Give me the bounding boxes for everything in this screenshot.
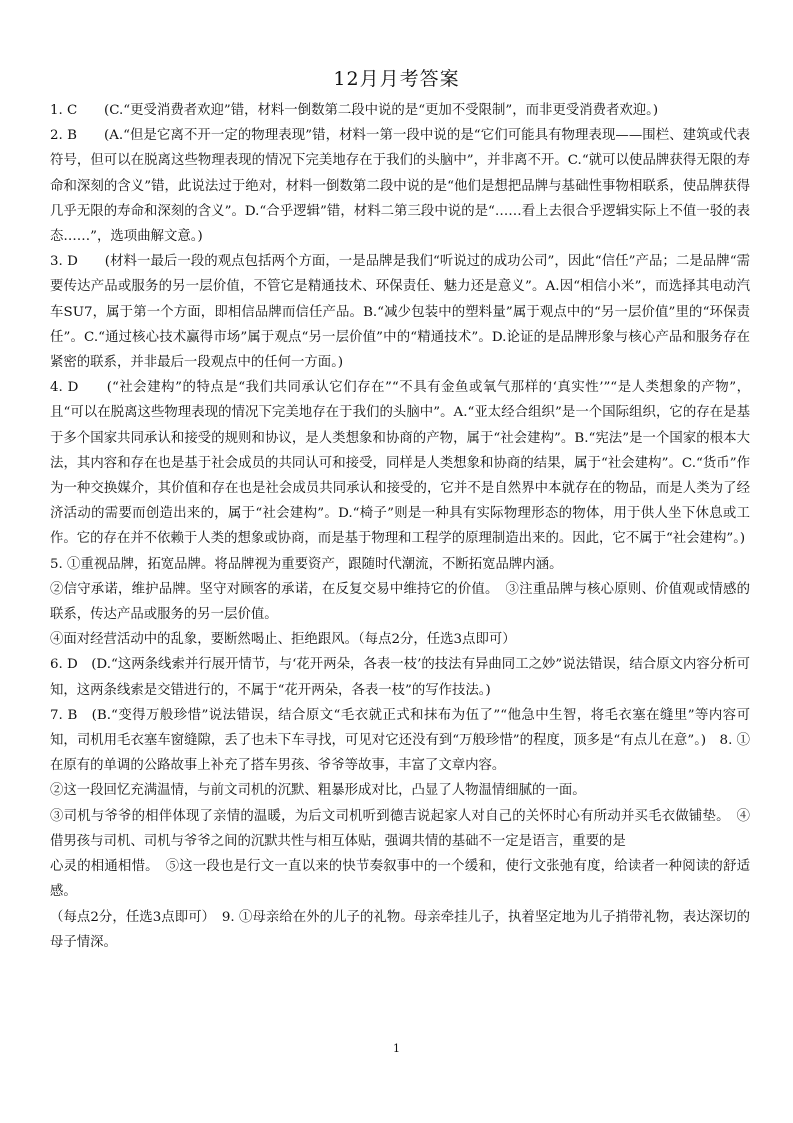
answer-1: 1. C (C.“更受消费者欢迎”错，材料一倒数第二段中说的是“更加不受限制”，而非更受消费者欢迎。): [50, 103, 659, 118]
answer-9: （每点2分，任选3点即可） 9. ①母亲给在外的儿子的礼物。母亲牵挂儿子，执着坚定地为儿子捎带礼物，表达深切的母子情深。: [50, 909, 750, 950]
answer-3: 3. D (材料一最后一段的观点包括两个方面，一是品牌是我们“听说过的成功公司”，因此“信任”产品；二是品牌“需要传达产品或服务的另一层价值，不管它是精通技术、环保责任、魅力还是意义”。A.因“相信小米”，而选择其电动汽车SU7，属于第一个方面，即相信品牌而信任产品。B.“减少包装中的塑料量”属于观点中的“另一层价值”里的“环保责任”。C.“通过核心技术赢得市场”属于观点“另一层价值”中的“精通技术”。D.论证的是品牌形象与核心产品和服务存在紧密的联系，并非最后一段观点中的任何一方面。): [50, 254, 750, 371]
answer-4: 4. D (“社会建构”的特点是“我们共同承认它们存在”“不具有金鱼或氧气那样的‘真实性’”“是人类想象的产物”，且“可以在脱离这些物理表现的情况下完美地存在于我们的头脑中”。A.“亚太经合组织”是一个国际组织，它的存在是基于多个国家共同承认和接受的规则和协议，是人类想象和协商的产物，属于“社会建构”。B.“宪法”是一个国家的根本大法，其内容和存在也是基于社会成员的共同认可和接受，同样是人类想象和协商的结果，属于“社会建构”。C.“货币”作为一种交换媒介，其价值和存在也是社会成员共同承认和接受的，它并不是自然界中本就存在的物品，而是人类为了经济活动的需要而创造出来的，属于“社会建构”。D.“椅子”则是一种具有实际物理形态的物体，用于供人坐下休息或工作。它的存在并不依赖于人类的想象或协商，而是基于物理和工程学的原理制造出来的。因此，它不属于“社会建构”。): [50, 380, 750, 547]
answer-7-8: 7. B (B.“变得万般珍惜”说法错误，结合原文“毛衣就正式和抹布为伍了”“他急中生智，将毛衣塞在缝里”等内容可知，司机用毛衣塞车窗缝隙，丢了也未下车寻找，可见对它还没有到“万般珍惜”的程度，顶多是“有点儿在意”。) 8. ①在原有的单调的公路故事上补充了搭车男孩、爷爷等故事，丰富了文章内容。: [50, 707, 750, 774]
answer-5-point-1: 5. ①重视品牌，拓宽品牌。将品牌视为重要资产，跟随时代潮流，不断拓宽品牌内涵。: [50, 556, 563, 572]
answer-2: 2. B (A.“但是它离不开一定的物理表现”错，材料一第一段中说的是“它们可能具有物理表现——围栏、建筑或代表符号，但可以在脱离这些物理表现的情况下完美地存在于我们的头脑中”，并非离不开。C.“就可以使品牌获得无限的寿命和深刻的含义”错，此说法过于绝对，材料一倒数第二段中说的是“他们是想把品牌与基础性事物相联系，使品牌获得几乎无限的寿命和深刻的含义”。D.“合乎逻辑”错，材料二第三段中说的是“……看上去很合乎逻辑实际上不值一驳的表态……”，选项曲解文意。): [50, 128, 750, 245]
answer-5-point-2-3: ②信守承诺，维护品牌。坚守对顾客的承诺，在反复交易中维持它的价值。 ③注重品牌与核心原则、价值观或情感的联系，传达产品或服务的另一层价值。: [50, 581, 750, 623]
answer-6: 6. D (D.“这两条线索并行展开情节，与‘花开两朵，各表一枝’的技法有异曲同工之妙”说法错误，结合原文内容分析可知，这两条线索是交错进行的，不属于“花开两朵，各表一枝”的写作技法。): [50, 657, 750, 698]
answer-8-point-3-4: ③司机与爷爷的相伴体现了亲情的温暖，为后文司机听到德吉说起家人对自己的关怀时心有所动并买毛衣做铺垫。 ④借男孩与司机、司机与爷爷之间的沉默共性与相互体贴，强调共情的基础不一定是语言，重要的是: [50, 808, 750, 849]
answer-5-point-4: ④面对经营活动中的乱象，要断然喝止、拒绝跟风。（每点2分，任选3点即可）: [50, 632, 516, 648]
answer-content: [50, 98, 750, 955]
answer-8-point-5: 心灵的相通相惜。 ⑤这一段也是行文一直以来的快节奏叙事中的一个缓和，使行文张弛有度，给读者一种阅读的舒适感。: [50, 859, 750, 900]
page-number: 1: [393, 1042, 400, 1055]
page-title: 12月月考答案: [333, 68, 460, 90]
answer-8-point-2: ②这一段回忆充满温情，与前文司机的沉默、粗暴形成对比，凸显了人物温情细腻的一面。: [50, 783, 586, 799]
